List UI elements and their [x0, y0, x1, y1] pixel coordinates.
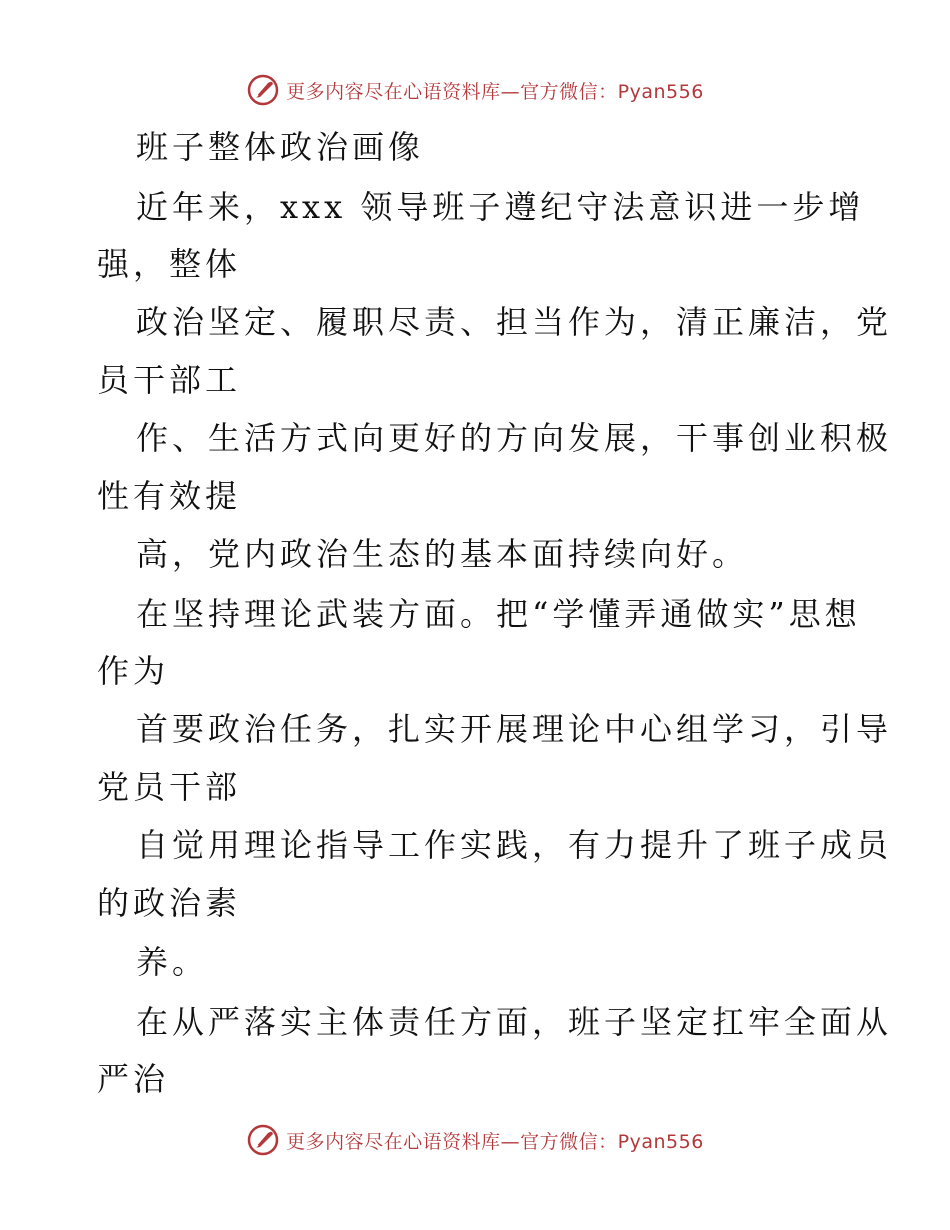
- paragraph-line: 性有效提: [97, 477, 242, 515]
- document-title: 班子整体政治画像: [136, 128, 425, 166]
- paragraph-line: 强，整体: [97, 245, 242, 283]
- paragraph-line: 自觉用理论指导工作实践，有力提升了班子成员: [136, 826, 893, 864]
- quill-pen-logo-icon: [246, 73, 280, 107]
- paragraph-line: 近年来，xxx 领导班子遵纪守法意识进一步增: [136, 188, 865, 226]
- watermark-text: 更多内容尽在心语资料库—官方微信：Pyan556: [286, 80, 704, 103]
- paragraph-line: 党员干部: [97, 768, 242, 806]
- paragraph-line: 在坚持理论武装方面。把“学懂弄通做实”思想: [136, 595, 861, 633]
- watermark-text: 更多内容尽在心语资料库—官方微信：Pyan556: [286, 1130, 704, 1153]
- header-watermark: [0, 72, 950, 108]
- paragraph-line: 首要政治任务，扎实开展理论中心组学习，引导: [136, 710, 893, 748]
- paragraph-line: 作、生活方式向更好的方向发展，干事创业积极: [136, 419, 893, 457]
- footer-watermark: [0, 1122, 950, 1158]
- paragraph-line: 员干部工: [97, 361, 242, 399]
- paragraph-line: 在从严落实主体责任方面，班子坚定扛牢全面从: [136, 1003, 893, 1041]
- paragraph-line: 作为: [97, 652, 170, 690]
- paragraph-line: 的政治素: [97, 884, 242, 922]
- paragraph-line: 养。: [136, 943, 209, 981]
- quill-pen-logo-icon: [246, 1123, 280, 1157]
- paragraph-line: 严治: [97, 1060, 170, 1098]
- paragraph-line: 政治坚定、履职尽责、担当作为，清正廉洁，党: [136, 303, 893, 341]
- paragraph-line: 高，党内政治生态的基本面持续向好。: [136, 535, 749, 573]
